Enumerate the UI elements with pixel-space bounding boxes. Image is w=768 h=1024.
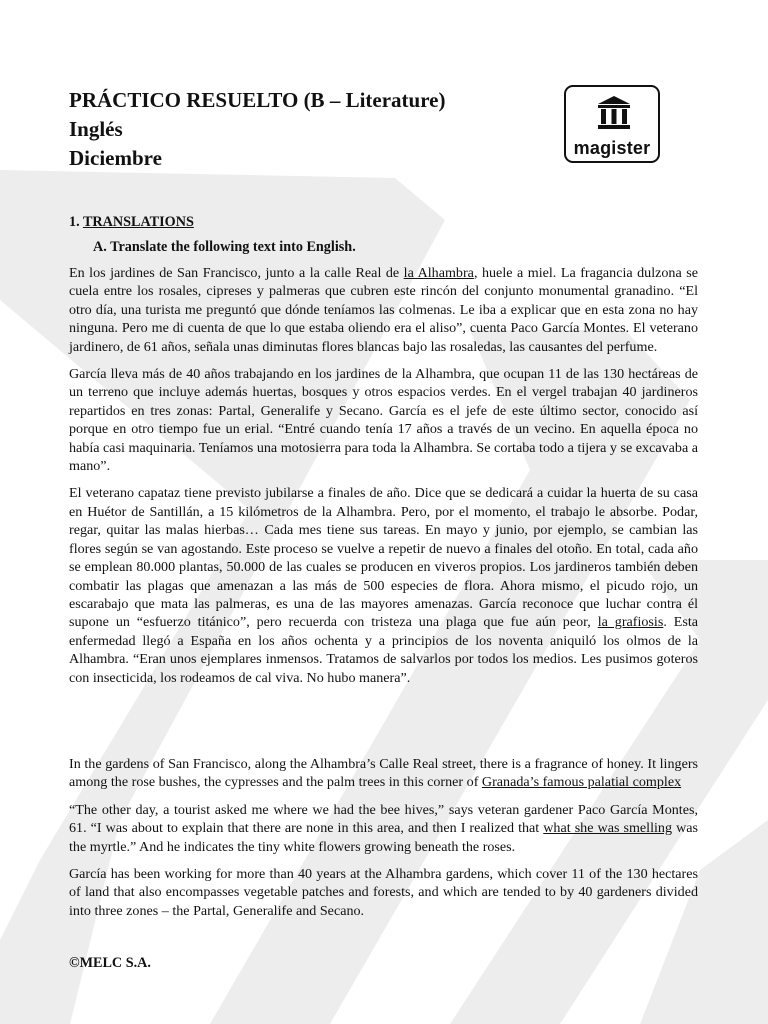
text-span: “The other day, a tourist asked me where we had the bee hives,” says veteran gardener Paco García Montes, 61. “I was about to explain that there are none in this area, and then I realized that: [69, 801, 698, 837]
magister-logo: [564, 85, 660, 163]
section-heading: [69, 213, 194, 231]
english-paragraph-2: [69, 801, 698, 856]
section-number: 1.: [69, 214, 80, 230]
copyright-footer: ©MELC S.A.: [69, 955, 151, 971]
section-heading-text: TRANSLATIONS: [82, 214, 194, 230]
spanish-paragraph-1: [69, 264, 698, 356]
spanish-text: [69, 264, 698, 696]
spanish-paragraph-3: [69, 484, 698, 686]
text-span: . Esta enfermedad llegó a España en los años ochenta y a principios de los noventa aniquiló los olmos de la Alhambra. “Eran unos ejemplares inmensos. Tratamos de salvarlos por todos los medios. Les pusimos goteros con insecticida, los rodeamos de cal viva. No hubo manera”.: [69, 614, 698, 686]
english-paragraph-3: García has been working for more than 40 years at the Alhambra gardens, which cover 11 of the 130 hectares of land that also encompasses vegetable patches and forests, and which are tended to by 40 gardeners divided into three zones – the Partal, Generalife and Secano.: [69, 866, 698, 919]
spanish-paragraph-2: García lleva más de 40 años trabajando en los jardines de la Alhambra, que ocupan 11 de las 130 hectáreas de un terreno que incluye además huertas, bosques y otros espacios verdes. En el vergel trabajan 40 jardineros repartidos en tres zonas: Partal, Generalife y Secano. García es el jefe de este último sector, conocido así porque en otro tiempo fue un erial. “Entré cuando tenía 17 años a través de un vecino. En aquella época no había casi maquinaria. Teníamos una motosierra para toda la Alhambra. Se cortaba todo a tijera y se excavaba a mano”.: [69, 366, 698, 475]
underlined-phrase: la grafiosis: [597, 614, 664, 631]
english-paragraph-1: [69, 755, 698, 792]
text-span: In the gardens of San Francisco, along the Alhambra’s Calle Real street, there is a fragrance of honey. It lingers among the rose bushes, the cypresses and the palm trees in this corner of: [69, 756, 698, 791]
exercise-instruction: A. Translate the following text into English.: [93, 239, 356, 255]
text-span: El veterano capataz tiene previsto jubilarse a finales de año. Dice que se dedicará a cuidar la huerta de su casa en Huétor de Santillán, a 15 kilómetros de la Alhambra. Pero, por el momento, el trabajo le absorbe. Podar, regar, quitar las malas hierbas… Cada mes tiene sus tareas. En mayo y junio, por ejemplo, se cambian las flores según se van agostando. Este proceso se vuelve a repetir de nuevo a finales del otoño. En total, cada año se emplean 80.000 plantas, 50.000 de las cuales se producen en viveros propios. Los jardineros también deben combatir las plagas que amenazan a las más de 500 especies de flora. Ahora mismo, el picudo rojo, un escarabajo que mata las palmeras, es una de las mayores amenazas. García reconoce que luchar contra él supone un “esfuerzo titánico”, pero recuerda con tristeza una plaga que fue aún peor,: [69, 485, 698, 631]
english-translation: [69, 755, 698, 929]
underlined-phrase: what she was smelling: [543, 820, 673, 837]
underlined-phrase: Granada’s famous palatial complex: [481, 774, 682, 791]
title-line-1: PRÁCTICO RESUELTO (B – Literature): [69, 88, 446, 112]
text-span: En los jardines de San Francisco, junto a la calle Real de: [69, 265, 404, 281]
document-title: [69, 86, 445, 173]
temple-icon: [597, 95, 631, 131]
title-line-3: Diciembre: [69, 146, 162, 170]
logo-text: magister: [573, 138, 651, 158]
title-line-2: Inglés: [69, 117, 123, 141]
text-span: , huele a miel. La fragancia dulzona se cuela entre los rosales, cipreses y palmeras que cubren este rincón del conjunto monumental granadino. “El otro día, una turista me preguntó que dónde teníamos las colmenas. Le iba a explicar que en esta zona no hay ninguna. Pero me di cuenta de que lo que estaba oliendo era el aliso”, cuenta Paco García Montes. El veterano jardinero, de 61 años, señala unas diminutas flores blancas bajo las rosaledas, las causantes del perfume.: [69, 265, 698, 355]
text-span: was the myrtle.” And he indicates the tiny white flowers growing beneath the roses.: [69, 820, 698, 855]
underlined-phrase: la Alhambra: [403, 265, 474, 281]
